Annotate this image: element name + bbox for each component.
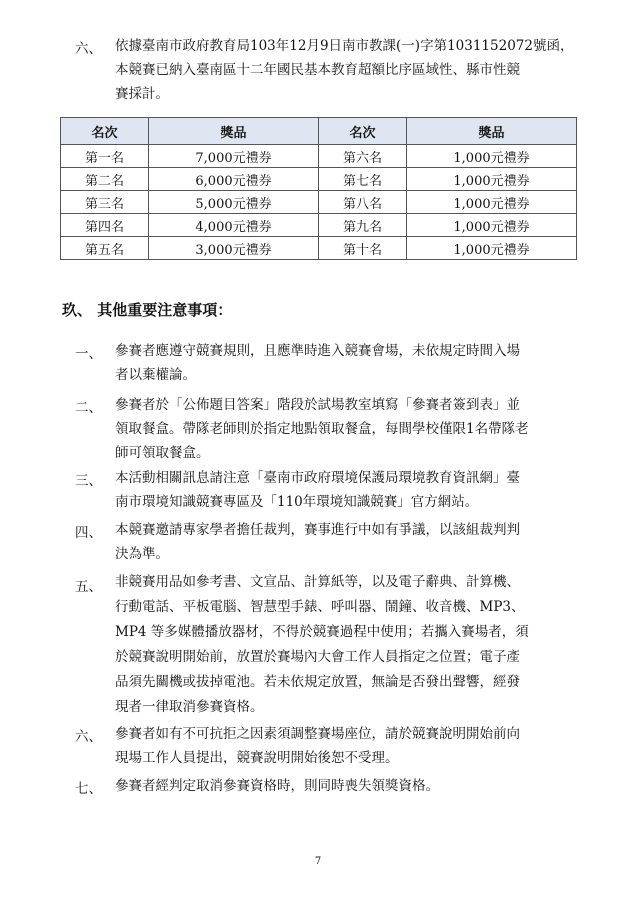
item-text (115, 466, 520, 514)
text-line: 現者一律取消參賽資格。 (115, 699, 264, 715)
table-row (61, 214, 577, 237)
table-cell: 第四名 (61, 214, 149, 237)
table-cell: 1,000元禮券 (407, 237, 577, 260)
table-cell: 6,000元禮券 (149, 168, 319, 191)
table-cell: 第二名 (61, 168, 149, 191)
text-line: 品須先關機或拔掉電池。若未依規定放置，無論是否發出聲響，經發 (115, 674, 520, 690)
prize-table (60, 117, 577, 260)
text-line: 領取餐盒。帶隊老師則於指定地點領取餐盒，每間學校僅限1名帶隊老 (115, 421, 529, 437)
text-line: 者以棄權論。 (115, 367, 196, 383)
text-line: 師可領取餐盒。 (115, 445, 210, 461)
item-number: 二、 (75, 400, 102, 416)
text-line: 參賽者應遵守競賽規則，且應準時進入競賽會場，未依規定時間入場 (115, 343, 520, 359)
text-line: 依據臺南市政府教育局103年12月9日南市教課(一)字第1031152072號函， (115, 38, 574, 54)
item-text (115, 774, 439, 798)
text-line: 本活動相關訊息請注意「臺南市政府環境保護局環境教育資訊網」臺 (115, 470, 520, 486)
section-heading: 玖、 其他重要注意事項： (62, 301, 233, 319)
section-text (115, 34, 573, 106)
table-cell: 第七名 (318, 168, 406, 191)
table-cell: 5,000元禮券 (149, 191, 319, 214)
item-text (115, 518, 520, 566)
table-cell: 第三名 (61, 191, 149, 214)
header-cell: 名次 (318, 118, 406, 145)
item-number: 三、 (75, 473, 102, 489)
table-row (61, 237, 577, 260)
text-line: 本競賽邀請專家學者擔任裁判，賽事進行中如有爭議，以該組裁判判 (115, 522, 520, 538)
item-text (115, 722, 520, 770)
text-line: 參賽者經判定取消參賽資格時，則同時喪失領獎資格。 (115, 778, 439, 794)
table-cell: 7,000元禮券 (149, 145, 319, 168)
table-cell: 1,000元禮券 (407, 168, 577, 191)
text-line: 參賽者如有不可抗拒之因素須調整賽場座位，請於競賽說明開始前向 (115, 726, 520, 742)
header-cell: 獎品 (407, 118, 577, 145)
text-line: 南市環境知識競賽專區及「110年環境知識競賽」官方網站。 (115, 494, 479, 510)
table-cell: 第一名 (61, 145, 149, 168)
item-number: 六、 (75, 729, 102, 745)
table-cell: 第五名 (61, 237, 149, 260)
text-line: 現場工作人員提出，競賽說明開始後恕不受理。 (115, 750, 399, 766)
table-cell: 1,000元禮券 (407, 191, 577, 214)
item-number: 五、 (75, 579, 102, 595)
table-cell: 1,000元禮券 (407, 145, 577, 168)
table-cell: 第六名 (318, 145, 406, 168)
table-cell: 第九名 (318, 214, 406, 237)
table-row (61, 168, 577, 191)
item-number: 七、 (75, 781, 102, 797)
table-row (61, 145, 577, 168)
table-header-row (61, 118, 577, 145)
table-cell: 1,000元禮券 (407, 214, 577, 237)
text-line: 於競賽說明開始前，放置於賽場內大會工作人員指定之位置；電子產 (115, 649, 520, 665)
header-cell: 名次 (61, 118, 149, 145)
text-line: 非競賽用品如參考書、文宣品、計算紙等，以及電子辭典、計算機、 (115, 574, 520, 590)
text-line: 本競賽已納入臺南區十二年國民基本教育超額比序區域性、縣市性競 (115, 62, 520, 78)
page-number: 7 (314, 856, 322, 867)
table-cell: 第十名 (318, 237, 406, 260)
table-cell: 4,000元禮券 (149, 214, 319, 237)
text-line: MP4 等多媒體播放器材，不得於競賽過程中使用；若攜入賽場者，須 (115, 624, 529, 640)
text-line: 行動電話、平板電腦、智慧型手錶、呼叫器、鬧鐘、收音機、MP3、 (115, 599, 525, 615)
text-line: 參賽者於「公佈題目答案」階段於試場教室填寫「參賽者簽到表」並 (115, 397, 520, 413)
section-number: 六、 (75, 41, 102, 57)
item-text (115, 570, 529, 720)
item-number: 一、 (75, 346, 102, 362)
text-line: 賽採計。 (115, 86, 169, 102)
text-line: 決為準。 (115, 546, 169, 562)
table-cell: 3,000元禮券 (149, 237, 319, 260)
item-text (115, 393, 529, 465)
header-cell: 獎品 (149, 118, 319, 145)
table-cell: 第八名 (318, 191, 406, 214)
table-row (61, 191, 577, 214)
item-text (115, 339, 520, 387)
item-number: 四、 (75, 525, 102, 541)
